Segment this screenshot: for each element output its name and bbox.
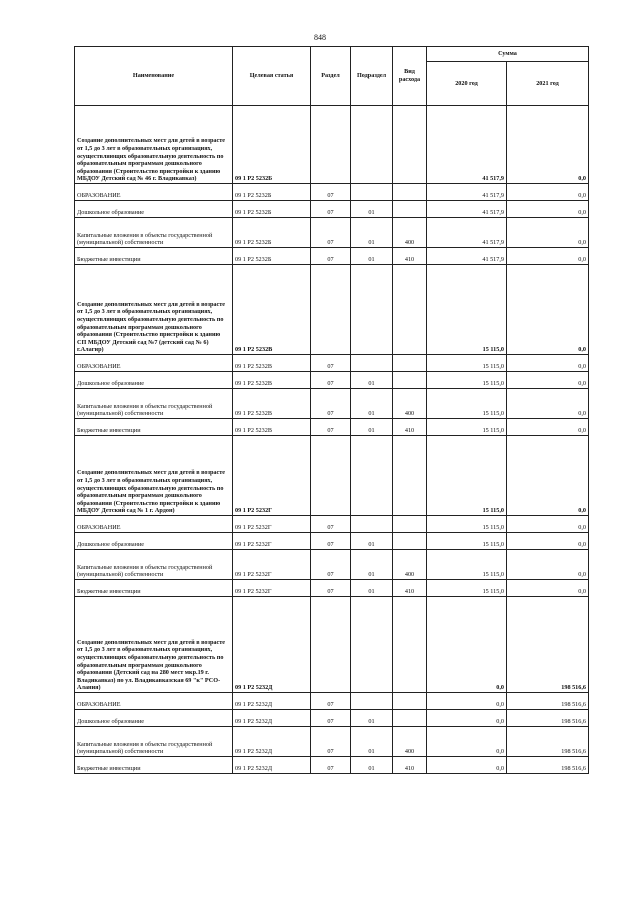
- row-subsection: [351, 106, 393, 184]
- table-row: [75, 533, 589, 550]
- row-code: 09 1 Р2 5232Б: [233, 184, 311, 201]
- table-row: [75, 265, 589, 355]
- row-section: 07: [311, 757, 351, 774]
- row-code: 09 1 Р2 5232Б: [233, 218, 311, 248]
- table-body: [75, 106, 589, 774]
- row-sum-2021: 0,0: [507, 436, 589, 516]
- row-sum-2021: 198 516,6: [507, 693, 589, 710]
- row-name: Капитальные вложения в объекты государственной (муниципальной) собственности: [75, 727, 233, 757]
- row-code: 09 1 Р2 5232Д: [233, 693, 311, 710]
- row-sum-2021: 0,0: [507, 372, 589, 389]
- row-section: 07: [311, 419, 351, 436]
- row-sum-2021: 0,0: [507, 580, 589, 597]
- row-expense-type: [393, 436, 427, 516]
- table-row: [75, 389, 589, 419]
- row-code: 09 1 Р2 5232Б: [233, 106, 311, 184]
- row-subsection: [351, 436, 393, 516]
- table-row: [75, 218, 589, 248]
- row-subsection: 01: [351, 533, 393, 550]
- row-name: Дошкольное образование: [75, 201, 233, 218]
- row-name: Бюджетные инвестиции: [75, 580, 233, 597]
- row-subsection: [351, 516, 393, 533]
- row-section: [311, 597, 351, 693]
- row-name: Капитальные вложения в объекты государственной (муниципальной) собственности: [75, 550, 233, 580]
- header-year-2020: 2020 год: [427, 62, 507, 106]
- row-sum-2021: 0,0: [507, 106, 589, 184]
- row-sum-2020: 0,0: [427, 727, 507, 757]
- row-sum-2021: 0,0: [507, 184, 589, 201]
- row-code: 09 1 Р2 5232Г: [233, 550, 311, 580]
- row-code: 09 1 Р2 5232Д: [233, 597, 311, 693]
- row-sum-2021: 0,0: [507, 550, 589, 580]
- row-sum-2020: 15 115,0: [427, 436, 507, 516]
- row-code: 09 1 Р2 5232Г: [233, 436, 311, 516]
- row-subsection: 01: [351, 757, 393, 774]
- row-sum-2021: 198 516,6: [507, 710, 589, 727]
- row-name: ОБРАЗОВАНИЕ: [75, 516, 233, 533]
- row-subsection: [351, 597, 393, 693]
- row-expense-type: [393, 106, 427, 184]
- row-name: Создание дополнительных мест для детей в возрасте от 1,5 до 3 лет в образовательных организациях, осуществляющих образовательную деятельность по образовательным программам дошкольного образования (Строительство пристройки к зданию МБДОУ Детский сад № 46 г. Владикавказ): [75, 106, 233, 184]
- row-expense-type: 400: [393, 218, 427, 248]
- row-subsection: 01: [351, 550, 393, 580]
- row-sum-2020: 0,0: [427, 597, 507, 693]
- row-code: 09 1 Р2 5232Д: [233, 710, 311, 727]
- budget-table: [74, 46, 589, 774]
- row-name: Дошкольное образование: [75, 372, 233, 389]
- row-name: Бюджетные инвестиции: [75, 757, 233, 774]
- row-sum-2021: 0,0: [507, 248, 589, 265]
- row-section: 07: [311, 218, 351, 248]
- table-row: [75, 106, 589, 184]
- row-sum-2020: 15 115,0: [427, 355, 507, 372]
- row-subsection: [351, 693, 393, 710]
- table-row: [75, 597, 589, 693]
- row-expense-type: 410: [393, 419, 427, 436]
- row-expense-type: [393, 533, 427, 550]
- row-sum-2021: 0,0: [507, 533, 589, 550]
- row-expense-type: 410: [393, 248, 427, 265]
- row-sum-2021: 0,0: [507, 218, 589, 248]
- row-section: 07: [311, 580, 351, 597]
- row-expense-type: 410: [393, 580, 427, 597]
- row-name: Бюджетные инвестиции: [75, 419, 233, 436]
- row-sum-2020: 41 517,9: [427, 201, 507, 218]
- row-code: 09 1 Р2 5232В: [233, 372, 311, 389]
- table-row: [75, 727, 589, 757]
- row-code: 09 1 Р2 5232Б: [233, 248, 311, 265]
- header-target: Целевая статья: [233, 47, 311, 106]
- row-sum-2020: 15 115,0: [427, 516, 507, 533]
- row-section: 07: [311, 355, 351, 372]
- header-expense-type: Вид расхода: [393, 47, 427, 106]
- row-expense-type: [393, 184, 427, 201]
- row-sum-2020: 0,0: [427, 693, 507, 710]
- table-row: [75, 248, 589, 265]
- row-expense-type: [393, 516, 427, 533]
- row-sum-2020: 41 517,9: [427, 184, 507, 201]
- table-row: [75, 550, 589, 580]
- row-sum-2020: 15 115,0: [427, 419, 507, 436]
- row-expense-type: [393, 265, 427, 355]
- row-name: ОБРАЗОВАНИЕ: [75, 184, 233, 201]
- row-section: [311, 436, 351, 516]
- row-subsection: [351, 265, 393, 355]
- row-sum-2021: 0,0: [507, 516, 589, 533]
- row-section: 07: [311, 693, 351, 710]
- table-row: [75, 516, 589, 533]
- row-code: 09 1 Р2 5232В: [233, 389, 311, 419]
- row-expense-type: [393, 597, 427, 693]
- row-sum-2020: 41 517,9: [427, 106, 507, 184]
- row-section: [311, 106, 351, 184]
- table-row: [75, 757, 589, 774]
- row-sum-2021: 0,0: [507, 419, 589, 436]
- row-section: 07: [311, 184, 351, 201]
- row-code: 09 1 Р2 5232Б: [233, 201, 311, 218]
- row-sum-2020: 15 115,0: [427, 389, 507, 419]
- row-subsection: 01: [351, 372, 393, 389]
- row-section: 07: [311, 710, 351, 727]
- header-section: Раздел: [311, 47, 351, 106]
- header-sum: Сумма: [427, 47, 589, 62]
- row-sum-2021: 198 516,6: [507, 757, 589, 774]
- row-code: 09 1 Р2 5232Д: [233, 727, 311, 757]
- row-sum-2020: 41 517,9: [427, 248, 507, 265]
- row-section: [311, 265, 351, 355]
- row-name: Капитальные вложения в объекты государственной (муниципальной) собственности: [75, 389, 233, 419]
- row-sum-2020: 0,0: [427, 757, 507, 774]
- header-subsection: Подраздел: [351, 47, 393, 106]
- row-section: 07: [311, 372, 351, 389]
- table-row: [75, 419, 589, 436]
- row-section: 07: [311, 201, 351, 218]
- row-name: Дошкольное образование: [75, 710, 233, 727]
- table-row: [75, 355, 589, 372]
- row-section: 07: [311, 516, 351, 533]
- row-subsection: 01: [351, 201, 393, 218]
- table-row: [75, 372, 589, 389]
- row-sum-2020: 15 115,0: [427, 265, 507, 355]
- row-sum-2021: 198 516,6: [507, 727, 589, 757]
- table-row: [75, 710, 589, 727]
- row-expense-type: [393, 201, 427, 218]
- row-section: 07: [311, 389, 351, 419]
- table-row: [75, 693, 589, 710]
- table-row: [75, 184, 589, 201]
- table-row: [75, 436, 589, 516]
- row-name: Создание дополнительных мест для детей в возрасте от 1,5 до 3 лет в образовательных организациях, осуществляющих образовательную деятельность по образовательным программам дошкольного образования (Строительство пристройки к зданию СП МБДОУ Детский сад №7 (детский сад № 6) г.Алагир): [75, 265, 233, 355]
- row-sum-2020: 15 115,0: [427, 580, 507, 597]
- row-expense-type: 400: [393, 550, 427, 580]
- header-year-2021: 2021 год: [507, 62, 589, 106]
- row-subsection: 01: [351, 580, 393, 597]
- row-code: 09 1 Р2 5232Г: [233, 580, 311, 597]
- row-section: 07: [311, 248, 351, 265]
- row-sum-2021: 198 516,6: [507, 597, 589, 693]
- row-subsection: 01: [351, 218, 393, 248]
- row-section: 07: [311, 727, 351, 757]
- row-expense-type: [393, 693, 427, 710]
- row-section: 07: [311, 533, 351, 550]
- row-expense-type: 400: [393, 727, 427, 757]
- row-sum-2020: 15 115,0: [427, 533, 507, 550]
- row-sum-2020: 15 115,0: [427, 372, 507, 389]
- row-subsection: 01: [351, 710, 393, 727]
- row-name: Капитальные вложения в объекты государственной (муниципальной) собственности: [75, 218, 233, 248]
- row-name: Создание дополнительных мест для детей в возрасте от 1,5 до 3 лет в образовательных организациях, осуществляющих образовательную деятельность по образовательным программам дошкольного образования (Строительство пристройки к зданию МБДОУ Детский сад № 1 г. Ардон): [75, 436, 233, 516]
- row-name: Бюджетные инвестиции: [75, 248, 233, 265]
- row-name: ОБРАЗОВАНИЕ: [75, 693, 233, 710]
- row-expense-type: [393, 710, 427, 727]
- row-subsection: 01: [351, 248, 393, 265]
- row-sum-2021: 0,0: [507, 355, 589, 372]
- row-code: 09 1 Р2 5232Д: [233, 757, 311, 774]
- row-sum-2020: 15 115,0: [427, 550, 507, 580]
- row-subsection: 01: [351, 727, 393, 757]
- table-row: [75, 580, 589, 597]
- row-section: 07: [311, 550, 351, 580]
- row-name: ОБРАЗОВАНИЕ: [75, 355, 233, 372]
- row-subsection: [351, 184, 393, 201]
- table-row: [75, 201, 589, 218]
- row-code: 09 1 Р2 5232В: [233, 355, 311, 372]
- row-subsection: 01: [351, 389, 393, 419]
- row-subsection: [351, 355, 393, 372]
- row-sum-2021: 0,0: [507, 265, 589, 355]
- row-expense-type: [393, 372, 427, 389]
- row-expense-type: 410: [393, 757, 427, 774]
- row-sum-2020: 0,0: [427, 710, 507, 727]
- row-expense-type: [393, 355, 427, 372]
- row-subsection: 01: [351, 419, 393, 436]
- row-sum-2021: 0,0: [507, 201, 589, 218]
- row-code: 09 1 Р2 5232Г: [233, 516, 311, 533]
- row-code: 09 1 Р2 5232Г: [233, 533, 311, 550]
- header-name: Наименование: [75, 47, 233, 106]
- row-expense-type: 400: [393, 389, 427, 419]
- row-sum-2021: 0,0: [507, 389, 589, 419]
- row-code: 09 1 Р2 5232В: [233, 419, 311, 436]
- row-code: 09 1 Р2 5232В: [233, 265, 311, 355]
- row-name: Создание дополнительных мест для детей в возрасте от 1,5 до 3 лет в образовательных организациях, осуществляющих образовательную деятельность по образовательным программам дошкольного образования (Детский сад на 280 мест мкр.19 г. Владикавказ) по ул. Владикавказская 69 "к" РСО-Алания): [75, 597, 233, 693]
- row-name: Дошкольное образование: [75, 533, 233, 550]
- page-number: 848: [314, 33, 326, 42]
- row-sum-2020: 41 517,9: [427, 218, 507, 248]
